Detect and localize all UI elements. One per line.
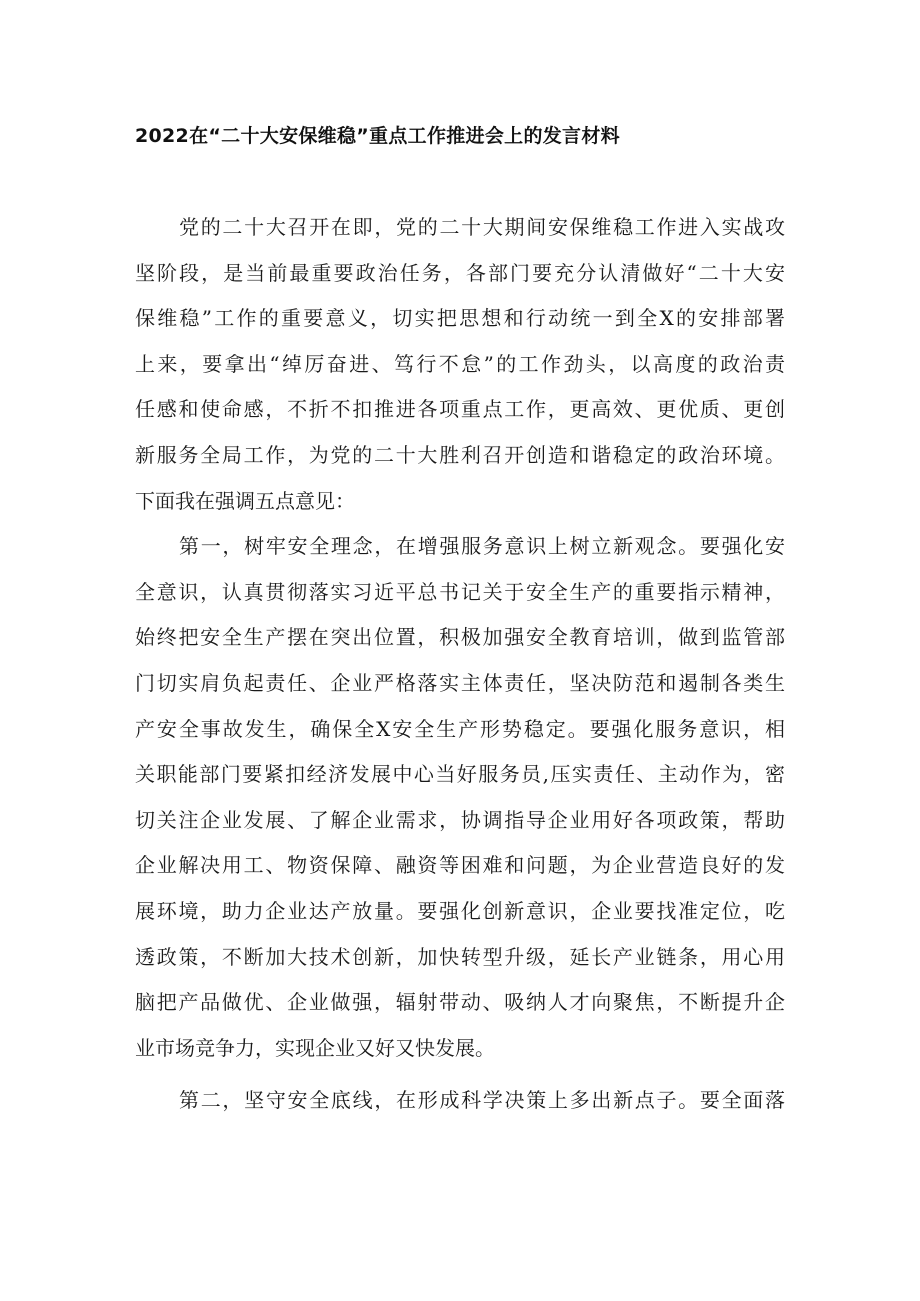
paragraph-line: 下面我在强调五点意见：: [135, 488, 355, 513]
paragraph-intro: [135, 205, 785, 524]
paragraph-line: 切关注企业发展、了解企业需求，协调指导企业用好各项政策，帮助: [135, 807, 785, 832]
paragraph-line: 新服务全局工作，为党的二十大胜利召开创造和谐稳定的政治环境。: [135, 442, 785, 467]
paragraph-line: 始终把安全生产摆在突出位置，积极加强安全教育培训，做到监管部: [135, 625, 785, 650]
paragraph-line: 全意识，认真贯彻落实习近平总书记关于安全生产的重要指示精神，: [135, 579, 785, 604]
paragraph-spacer: [135, 1071, 785, 1078]
paragraph-line: 透政策，不断加大技术创新，加快转型升级，延长产业链条，用心用: [135, 944, 785, 969]
paragraph-line: 关职能部门要紧扣经济发展中心当好服务员,压实责任、主动作为，密: [135, 762, 785, 787]
paragraph-line: 上来，要拿出“绰厉奋进、笃行不怠”的工作劲头，以高度的政治责: [135, 351, 785, 376]
paragraph-line: 门切实肩负起责任、企业严格落实主体责任，坚决防范和遏制各类生: [135, 670, 785, 695]
paragraph-line: 第二，坚守安全底线，在形成科学决策上多出新点子。要全面落: [179, 1088, 785, 1113]
paragraph-line: 企业解决用工、物资保障、融资等困难和问题，为企业营造良好的发: [135, 853, 785, 878]
paragraph-first-point: [135, 524, 785, 1071]
paragraph-line: 业市场竞争力，实现企业又好又快发展。: [135, 1035, 495, 1060]
paragraph-line: 第一，树牢安全理念，在增强服务意识上树立新观念。要强化安: [179, 534, 785, 559]
paragraph-second-point: [135, 1078, 785, 1124]
paragraph-line: 产安全事故发生，确保全X安全生产形势稳定。要强化服务意识，相: [135, 716, 785, 741]
paragraph-line: 党的二十大召开在即，党的二十大期间安保维稳工作进入实战攻: [179, 215, 785, 239]
paragraph-line: 任感和使命感，不折不扣推进各项重点工作，更高效、更优质、更创: [135, 397, 785, 422]
document-title: 2022在“二十大安保维稳”重点工作推进会上的发言材料: [135, 125, 620, 147]
document-body: [135, 205, 785, 1124]
paragraph-line: 保维稳”工作的重要意义，切实把思想和行动统一到全X的安排部署: [135, 306, 785, 331]
paragraph-line: 展环境，助力企业达产放量。要强化创新意识，企业要找准定位，吃: [135, 898, 785, 923]
paragraph-line: 坚阶段，是当前最重要政治任务，各部门要充分认清做好“二十大安: [135, 260, 785, 285]
paragraph-line: 脑把产品做优、企业做强，辐射带动、吸纳人才向聚焦，不断提升企: [135, 990, 785, 1015]
